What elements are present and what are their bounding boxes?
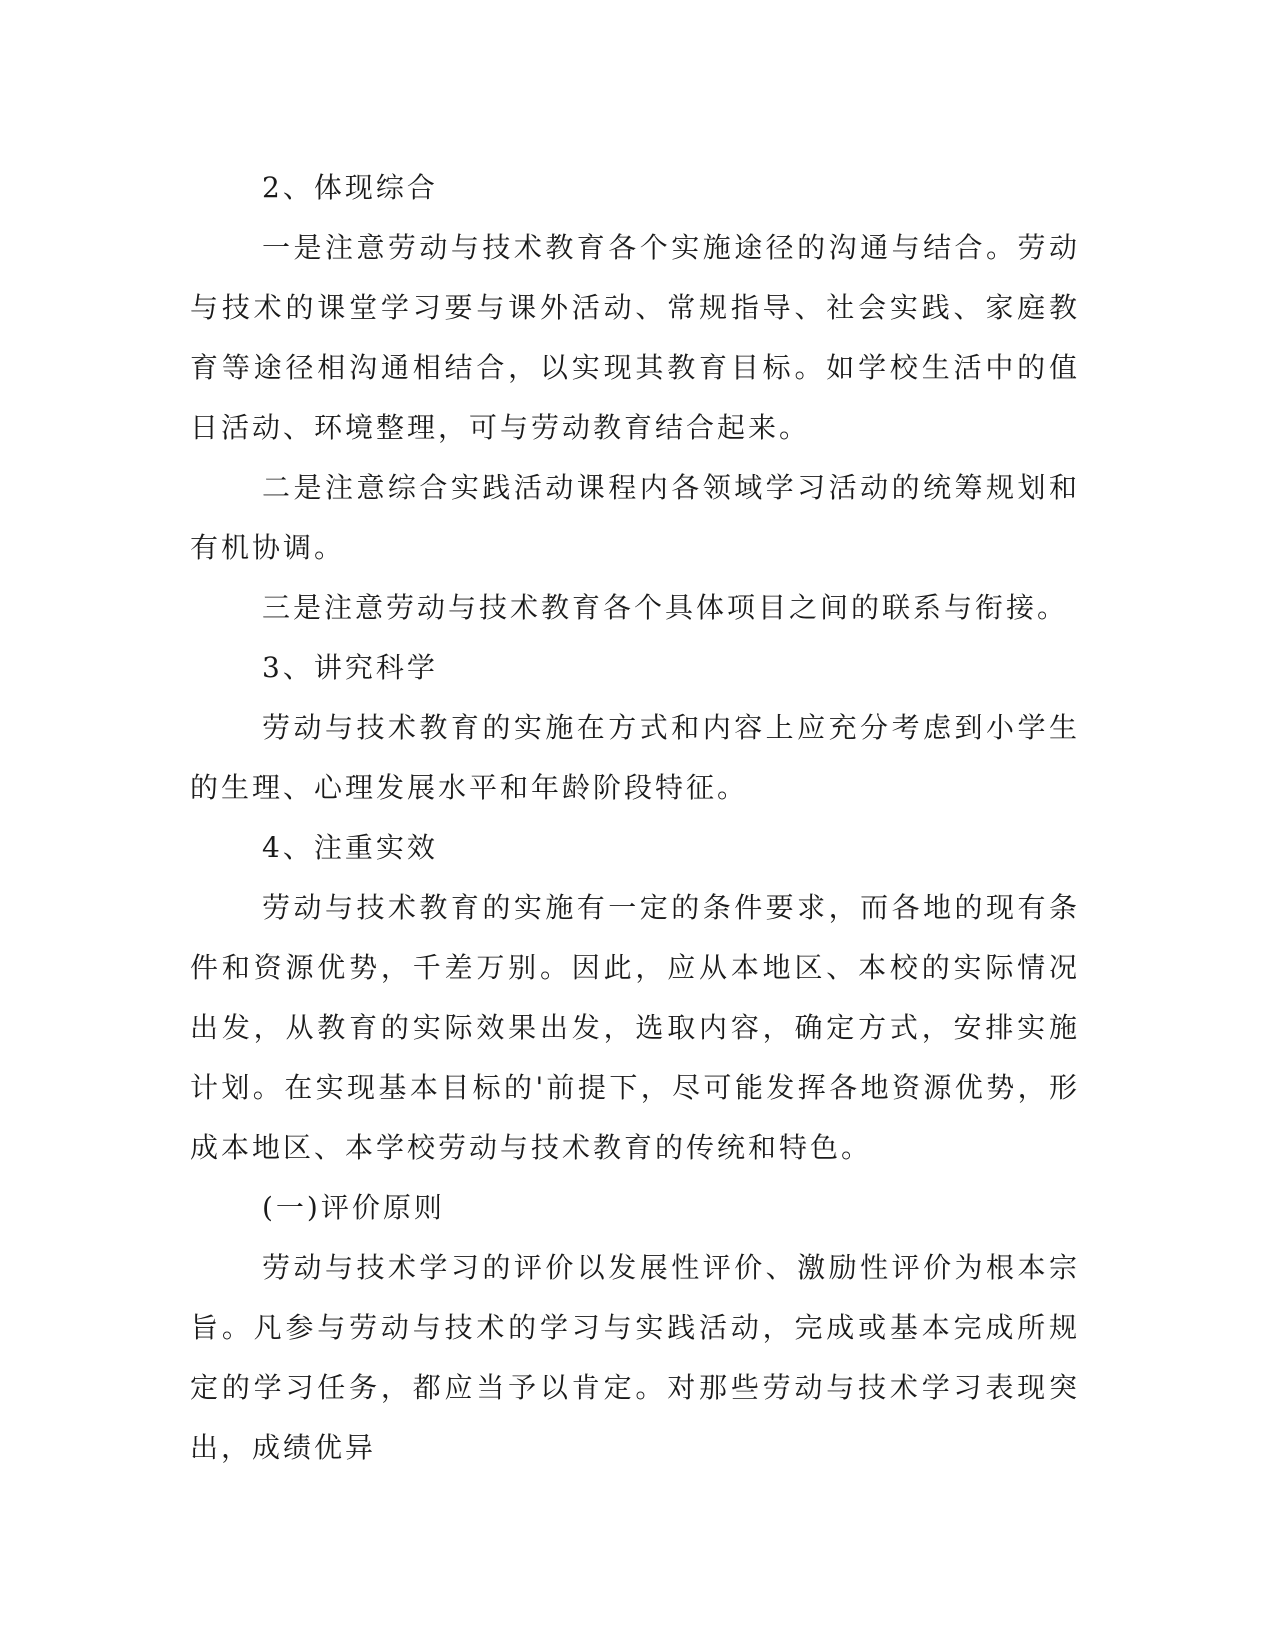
section-heading-2: 2、体现综合 [262,171,438,204]
paragraph-4: 劳动与技术教育的实施在方式和内容上应充分考虑到小学生的生理、心理发展水平和年龄阶段特征。 [190,711,1080,804]
section-heading-4: 4、注重实效 [262,831,438,864]
section-heading-evaluation: (一)评价原则 [262,1191,445,1224]
section-heading-3: 3、讲究科学 [262,651,438,684]
paragraph-1: 一是注意劳动与技术教育各个实施途径的沟通与结合。劳动与技术的课堂学习要与课外活动、常规指导、社会实践、家庭教育等途径相沟通相结合，以实现其教育目标。如学校生活中的值日活动、环境整理，可与劳动教育结合起来。 [190,231,1080,444]
document-body [190,158,1080,1478]
paragraph-2: 二是注意综合实践活动课程内各领域学习活动的统筹规划和有机协调。 [190,471,1080,564]
paragraph-5: 劳动与技术教育的实施有一定的条件要求，而各地的现有条件和资源优势，千差万别。因此，应从本地区、本校的实际情况出发，从教育的实际效果出发，选取内容，确定方式，安排实施计划。在实现基本目标的'前提下，尽可能发挥各地资源优势，形成本地区、本学校劳动与技术教育的传统和特色。 [190,891,1080,1164]
paragraph-3: 三是注意劳动与技术教育各个具体项目之间的联系与衔接。 [262,591,1069,624]
paragraph-6: 劳动与技术学习的评价以发展性评价、激励性评价为根本宗旨。凡参与劳动与技术的学习与实践活动，完成或基本完成所规定的学习任务，都应当予以肯定。对那些劳动与技术学习表现突出，成绩优异 [190,1251,1080,1464]
